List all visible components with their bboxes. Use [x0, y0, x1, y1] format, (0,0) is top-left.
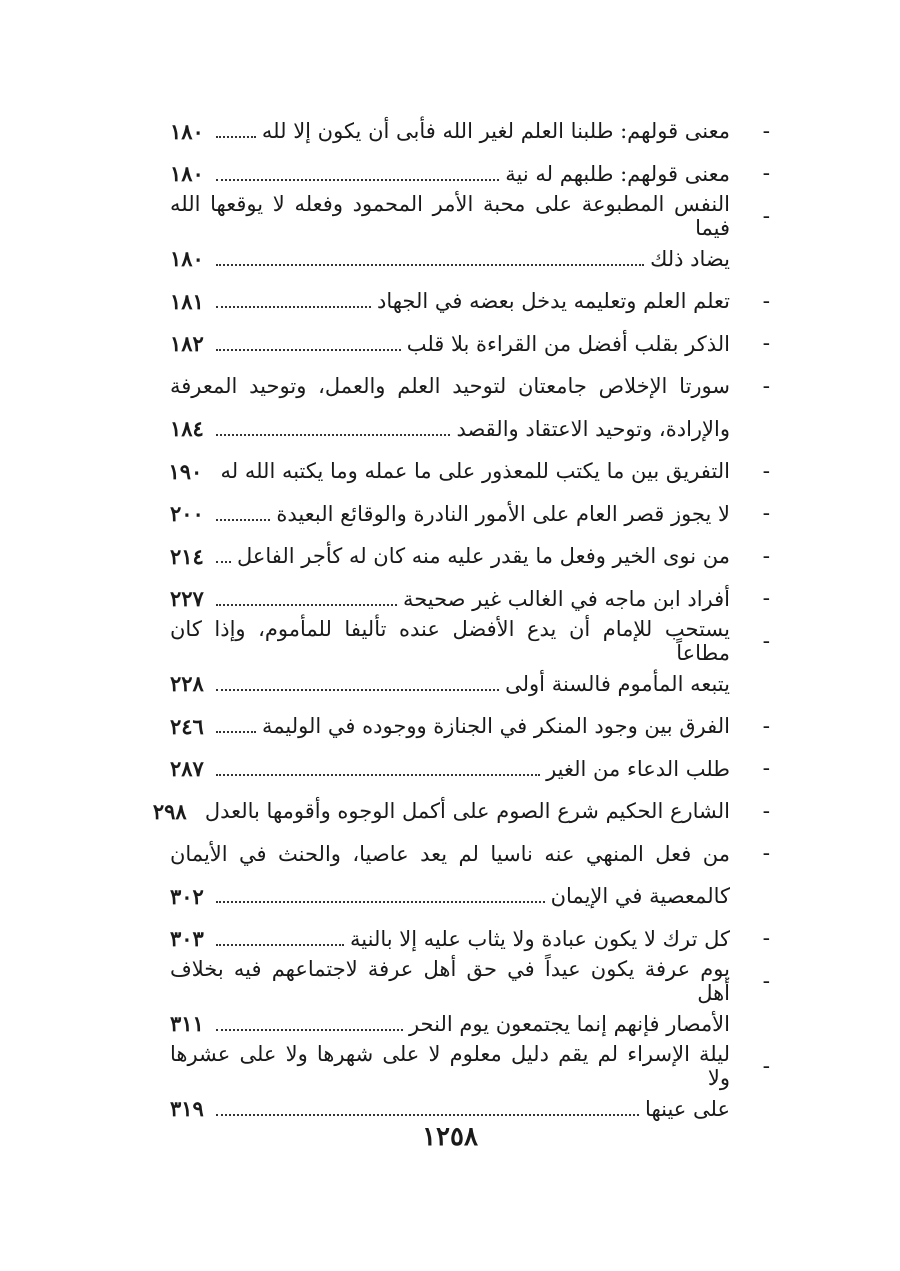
toc-entry [170, 323, 770, 366]
entry-page-number: ١٨١ [170, 288, 204, 314]
entry-title: معنى قولهم: طلبنا العلم لغير الله فأبى أن يكون إلا لله [261, 119, 730, 144]
toc-entry [170, 833, 770, 918]
toc-entry [170, 153, 770, 196]
dot-leader [216, 1029, 403, 1031]
entry-title: من نوى الخير وفعل ما يقدر عليه منه كان له كأجر الفاعل [236, 544, 730, 569]
dot-leader [216, 689, 499, 691]
dot-leader [216, 306, 371, 308]
entry-dash: - [762, 798, 770, 824]
entry-title: يوم عرفة يكون عيداً في حق أهل عرفة لاجتماعهم فيه بخلاف أهل [170, 957, 730, 1006]
entry-page-number: ٢٢٨ [170, 671, 204, 697]
entry-dash: - [762, 628, 770, 654]
toc-entry [170, 365, 770, 450]
entry-title: تعلم العلم وتعليمه يدخل بعضه في الجهاد [376, 289, 730, 314]
entry-page-number: ١٩٠ [168, 458, 203, 484]
entry-page-number: ١٨٠ [170, 161, 204, 187]
entry-page-number: ٣١٩ [170, 1096, 204, 1122]
entry-dash: - [762, 203, 770, 229]
entry-title: الشارع الحكيم شرع الصوم على أكمل الوجوه وأقومها بالعدل [204, 799, 730, 824]
entry-page-number: ٢٤٦ [170, 713, 204, 739]
entry-page-number: ١٨٢ [170, 331, 204, 357]
entry-dash: - [762, 458, 770, 484]
entry-title: الفرق بين وجود المنكر في الجنازة ووجوده في الوليمة [262, 714, 730, 739]
entry-dash: - [762, 501, 770, 527]
entry-page-number: ٣١١ [170, 1011, 204, 1037]
dot-leader [216, 179, 499, 181]
dot-leader [216, 774, 540, 776]
entry-title: كل ترك لا يكون عبادة ولا يثاب عليه إلا بالنية [350, 926, 730, 951]
entry-page-number: ٣٠٢ [170, 883, 204, 909]
toc-entry [170, 450, 770, 493]
entry-title: التفريق بين ما يكتب للمعذور على ما عمله وما يكتبه الله له [220, 459, 730, 484]
entry-title: سورتا الإخلاص جامعتان لتوحيد العلم والعمل، وتوحيد المعرفة [170, 374, 730, 399]
entry-title: النفس المطبوعة على محبة الأمر المحمود وفعله لا يوقعها الله فيما [170, 192, 730, 241]
entry-page-number: ٢٨٧ [170, 756, 204, 782]
toc-entry [170, 918, 770, 961]
entry-page-number: ١٨٠ [170, 118, 204, 144]
toc-entry [170, 578, 770, 621]
toc-entry [170, 535, 770, 578]
entry-title: الأمصار فإنهم إنما يجتمعون يوم النحر [408, 1011, 730, 1036]
entry-title: يضاد ذلك [650, 246, 730, 271]
entry-dash: - [762, 373, 770, 399]
dot-leader [216, 561, 231, 563]
entry-title: لا يجوز قصر العام على الأمور النادرة والوقائع البعيدة [276, 501, 730, 526]
toc-entry [170, 1042, 770, 1130]
entry-page-number: ١٨٤ [170, 416, 204, 442]
toc-entry [170, 493, 770, 536]
entry-dash: - [762, 586, 770, 612]
entry-page-number: ١٨٠ [170, 246, 204, 272]
toc-entry [170, 110, 770, 153]
entry-title: طلب الدعاء من الغير [546, 756, 730, 781]
entry-dash: - [762, 118, 770, 144]
entry-title: كالمعصية في الإيمان [550, 884, 730, 909]
entry-dash: - [762, 926, 770, 952]
entry-page-number: ٢٩٨ [152, 798, 187, 824]
entry-page-number: ٢١٤ [170, 543, 204, 569]
toc-entry [170, 192, 770, 280]
dot-leader [216, 944, 344, 946]
toc-entry [152, 790, 770, 833]
entry-title: من فعل المنهي عنه ناسيا لم يعد عاصيا، والحنث في الأيمان [170, 841, 730, 866]
dot-leader [216, 731, 256, 733]
entry-dash: - [762, 288, 770, 314]
entry-title: ليلة الإسراء لم يقم دليل معلوم لا على شهرها ولا على عشرها ولا [170, 1042, 730, 1091]
entry-dash: - [762, 968, 770, 994]
toc-entry [170, 280, 770, 323]
entry-dash: - [762, 161, 770, 187]
toc-entry [170, 617, 770, 705]
dot-leader [216, 901, 545, 903]
entry-page-number: ٢٢٧ [170, 586, 204, 612]
dot-leader [216, 264, 644, 266]
dot-leader [216, 519, 270, 521]
entry-title: أفراد ابن ماجه في الغالب غير صحيحة [402, 586, 730, 611]
entry-dash: - [762, 713, 770, 739]
dot-leader [216, 1114, 639, 1116]
entry-title: على عينها [645, 1096, 730, 1121]
entry-dash: - [762, 543, 770, 569]
entry-title: الذكر بقلب أفضل من القراءة بلا قلب [406, 331, 730, 356]
toc-entry [170, 705, 770, 748]
entry-dash: - [762, 1053, 770, 1079]
entry-dash: - [762, 756, 770, 782]
entry-title: يتبعه المأموم فالسنة أولى [505, 671, 730, 696]
entry-title: معنى قولهم: طلبهم له نية [505, 161, 730, 186]
dot-leader [216, 434, 450, 436]
entry-dash: - [762, 331, 770, 357]
dot-leader [216, 349, 401, 351]
entry-title: يستحب للإمام أن يدع الأفضل عنده تأليفا للمأموم، وإذا كان مطاعاً [170, 617, 730, 666]
entry-page-number: ٣٠٣ [170, 926, 204, 952]
toc-entry [170, 748, 770, 791]
dot-leader [216, 604, 397, 606]
entry-page-number: ٢٠٠ [170, 501, 204, 527]
entry-dash: - [762, 841, 770, 867]
entry-title: والإرادة، وتوحيد الاعتقاد والقصد [456, 416, 730, 441]
page-number: ١٢٥٨ [422, 1122, 478, 1152]
dot-leader [216, 136, 256, 138]
toc-entry [170, 957, 770, 1045]
table-of-contents [152, 110, 770, 1130]
